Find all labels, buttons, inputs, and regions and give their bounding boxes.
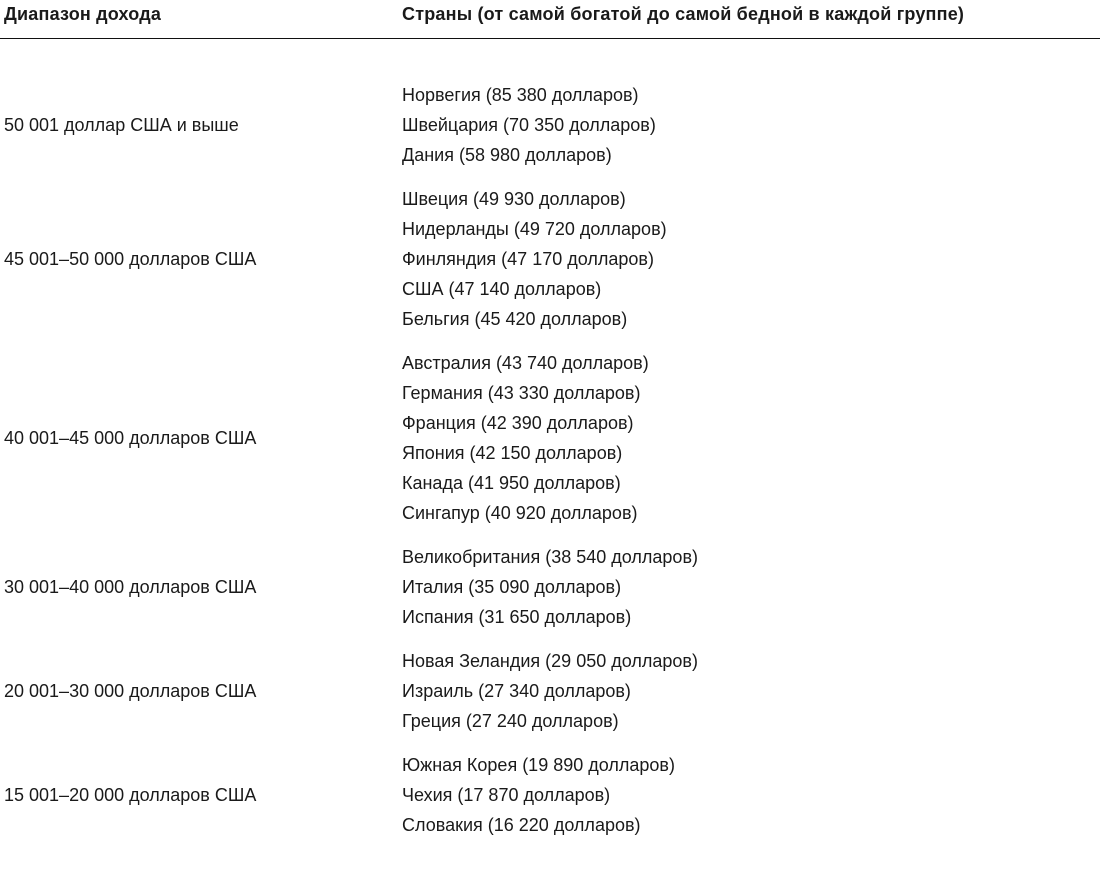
income-range-label: 20 001–30 000 долларов США	[4, 680, 257, 701]
country-item: США (47 140 долларов)	[402, 279, 602, 299]
country-list	[402, 348, 649, 528]
country-item: Финляндия (47 170 долларов)	[402, 249, 654, 269]
country-item: Израиль (27 340 долларов)	[402, 681, 631, 701]
country-item: Швейцария (70 350 долларов)	[402, 115, 656, 135]
income-groups	[0, 80, 1100, 854]
income-range-label: 30 001–40 000 долларов США	[4, 576, 257, 597]
income-range-label: 50 001 доллар США и выше	[4, 114, 239, 135]
income-group-row	[0, 750, 1100, 840]
country-list	[402, 184, 667, 334]
header-divider	[0, 38, 1100, 39]
country-item: Нидерланды (49 720 долларов)	[402, 219, 667, 239]
income-range-label: 15 001–20 000 долларов США	[4, 784, 257, 805]
country-item: Словакия (16 220 долларов)	[402, 815, 641, 835]
country-list	[402, 80, 656, 170]
country-item: Канада (41 950 долларов)	[402, 473, 621, 493]
country-item: Япония (42 150 долларов)	[402, 443, 623, 463]
country-item: Швеция (49 930 долларов)	[402, 189, 626, 209]
country-item: Франция (42 390 долларов)	[402, 413, 634, 433]
income-range-label: 40 001–45 000 долларов США	[4, 427, 257, 448]
country-item: Новая Зеландия (29 050 долларов)	[402, 651, 698, 671]
country-item: Великобритания (38 540 долларов)	[402, 547, 698, 567]
country-item: Южная Корея (19 890 долларов)	[402, 755, 675, 775]
country-item: Греция (27 240 долларов)	[402, 711, 619, 731]
income-group-row	[0, 646, 1100, 736]
country-list	[402, 646, 698, 736]
country-item: Сингапур (40 920 долларов)	[402, 503, 638, 523]
income-group-row	[0, 80, 1100, 170]
income-group-row	[0, 542, 1100, 632]
country-list	[402, 542, 698, 632]
countries-column-header: Страны (от самой богатой до самой бедной в каждой группе)	[402, 4, 965, 24]
country-item: Австралия (43 740 долларов)	[402, 353, 649, 373]
income-range-label: 45 001–50 000 долларов США	[4, 248, 257, 269]
country-item: Германия (43 330 долларов)	[402, 383, 641, 403]
country-item: Италия (35 090 долларов)	[402, 577, 622, 597]
income-group-row	[0, 184, 1100, 334]
table-header	[0, 0, 1100, 30]
country-item: Норвегия (85 380 долларов)	[402, 85, 639, 105]
country-item: Дания (58 980 долларов)	[402, 145, 612, 165]
country-list	[402, 750, 675, 840]
country-item: Испания (31 650 долларов)	[402, 607, 632, 627]
income-group-row	[0, 348, 1100, 528]
range-column-header: Диапазон дохода	[4, 4, 162, 24]
country-item: Бельгия (45 420 долларов)	[402, 309, 628, 329]
country-item: Чехия (17 870 долларов)	[402, 785, 611, 805]
